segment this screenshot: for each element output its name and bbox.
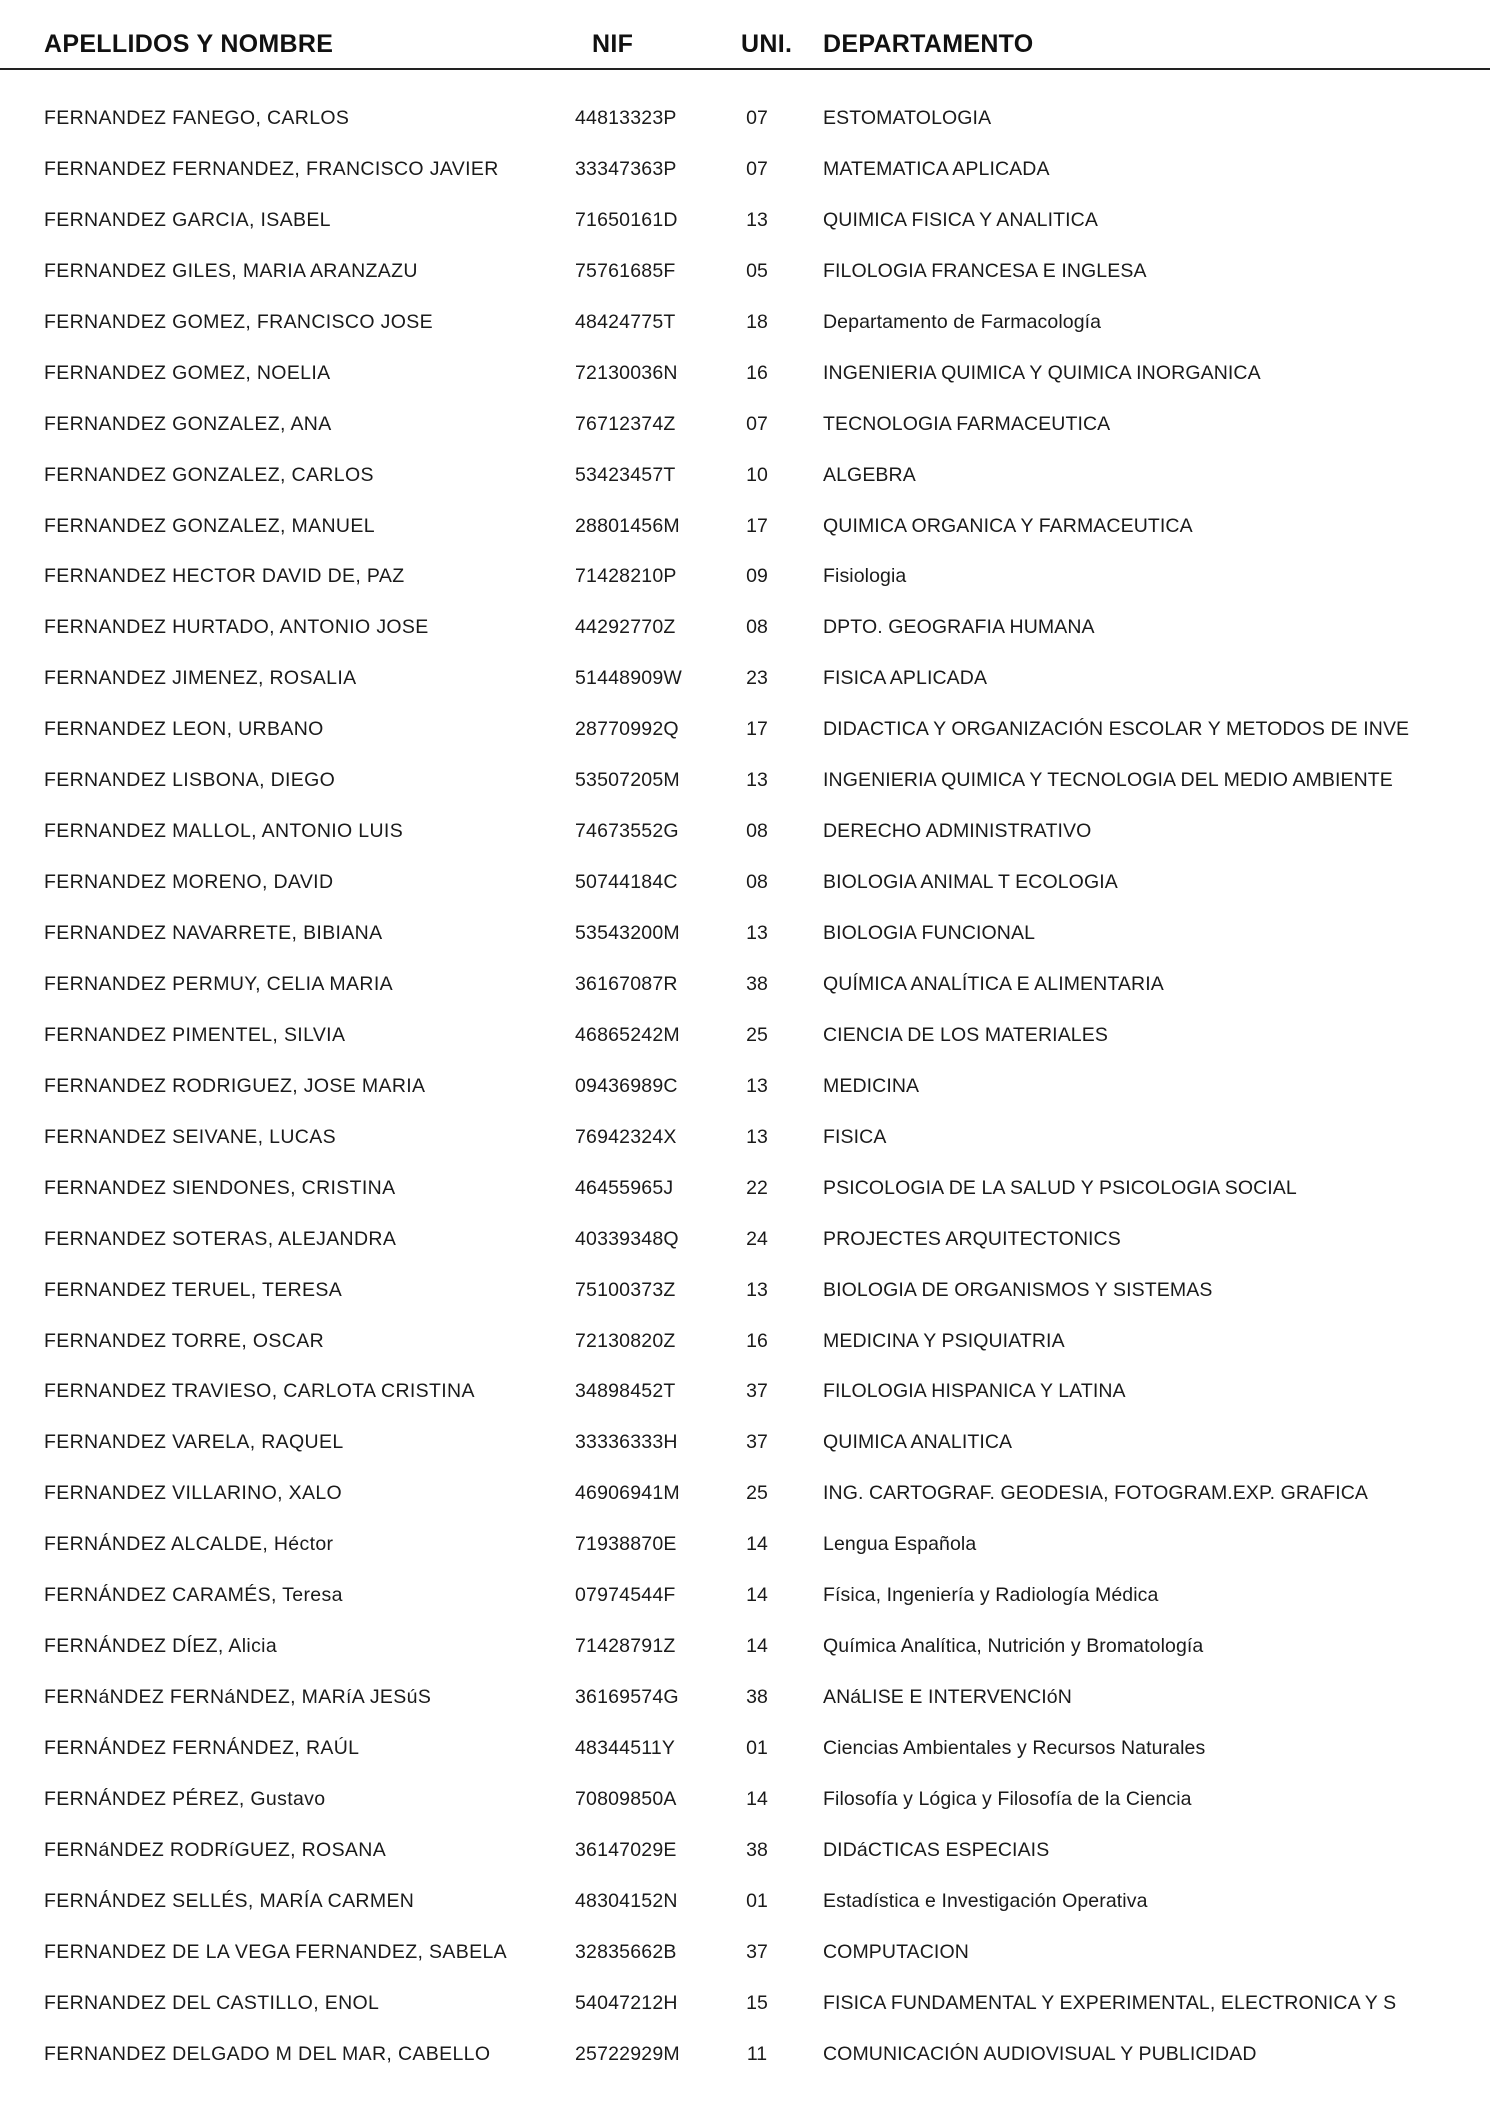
cell-nif: 53423457T [575,463,676,486]
table-row [0,1324,1500,1375]
cell-nif: 76712374Z [575,412,676,435]
table-row [0,1069,1500,1120]
cell-departamento: DIDACTICA Y ORGANIZACIÓN ESCOLAR Y METODOS DE INVE [823,718,1410,741]
table-row [0,305,1500,356]
cell-uni: 37 [746,1940,768,1963]
cell-apellidos-nombre: FERNÁNDEZ FERNÁNDEZ, RAÚL [44,1737,360,1759]
cell-departamento: BIOLOGIA DE ORGANISMOS Y SISTEMAS [823,1278,1213,1301]
cell-departamento: ALGEBRA [823,463,916,486]
cell-nif: 72130036N [575,361,678,384]
cell-uni: 05 [746,259,768,282]
header-uni: UNI. [741,30,793,58]
cell-nif: 34898452T [575,1380,676,1403]
cell-departamento: INGENIERIA QUIMICA Y QUIMICA INORGANICA [823,361,1261,384]
cell-apellidos-nombre: FERNANDEZ GONZALEZ, CARLOS [44,463,374,486]
cell-departamento: MEDICINA [823,1074,920,1097]
cell-apellidos-nombre: FERNANDEZ VARELA, RAQUEL [44,1431,344,1454]
table-row [0,1578,1500,1629]
cell-apellidos-nombre: FERNANDEZ DELGADO M DEL MAR, CABELLO [44,2042,491,2065]
table-row [0,1629,1500,1680]
cell-departamento: Química Analítica, Nutrición y Bromatología [823,1635,1204,1658]
cell-uni: 38 [746,1838,768,1861]
header-divider [0,68,1490,70]
cell-nif: 33347363P [575,157,677,180]
cell-departamento: DPTO. GEOGRAFIA HUMANA [823,616,1095,639]
cell-departamento: Filosofía y Lógica y Filosofía de la Ciencia [823,1787,1192,1810]
cell-nif: 53543200M [575,922,680,944]
cell-departamento: QUIMICA ORGANICA Y FARMACEUTICA [823,514,1193,537]
cell-nif: 46865242M [575,1023,680,1046]
cell-apellidos-nombre: FERNANDEZ JIMENEZ, ROSALIA [44,667,357,690]
cell-nif: 71428791Z [575,1635,676,1658]
cell-departamento: BIOLOGIA ANIMAL T ECOLOGIA [823,871,1118,894]
cell-nif: 74673552G [575,820,679,843]
cell-uni: 14 [746,1635,768,1658]
cell-apellidos-nombre: FERNANDEZ PERMUY, CELIA MARIA [44,972,393,995]
cell-nif: 28770992Q [575,718,679,741]
cell-apellidos-nombre: FERNANDEZ DE LA VEGA FERNANDEZ, SABELA [44,1940,507,1963]
cell-nif: 48344511Y [575,1737,676,1759]
cell-uni: 17 [746,514,768,537]
cell-uni: 23 [746,667,768,690]
table-row [0,1171,1500,1222]
cell-uni: 08 [746,616,768,639]
header-nif: NIF [592,30,634,58]
cell-uni: 08 [746,820,768,843]
cell-departamento: ANáLISE E INTERVENCIóN [823,1686,1072,1709]
cell-apellidos-nombre: FERNÁNDEZ PÉREZ, Gustavo [44,1787,326,1810]
table-row [0,763,1500,814]
cell-apellidos-nombre: FERNANDEZ TORRE, OSCAR [44,1329,325,1352]
cell-uni: 38 [746,1686,768,1709]
cell-apellidos-nombre: FERNANDEZ SIENDONES, CRISTINA [44,1176,396,1199]
table-row [0,865,1500,916]
cell-uni: 38 [746,972,768,995]
cell-nif: 76942324X [575,1125,677,1148]
cell-apellidos-nombre: FERNANDEZ GOMEZ, NOELIA [44,361,331,384]
cell-uni: 13 [746,1278,768,1301]
table-row [0,1222,1500,1273]
cell-uni: 25 [746,1023,768,1046]
cell-departamento: QUIMICA ANALITICA [823,1431,1013,1454]
table-row [0,2037,1500,2088]
table-row [0,814,1500,865]
cell-nif: 72130820Z [575,1329,676,1352]
cell-apellidos-nombre: FERNANDEZ LEON, URBANO [44,718,324,741]
cell-uni: 14 [746,1584,768,1607]
cell-nif: 50744184C [575,871,678,894]
table-row [0,1273,1500,1324]
table-row [0,1425,1500,1476]
cell-departamento: CIENCIA DE LOS MATERIALES [823,1023,1108,1046]
cell-uni: 37 [746,1431,768,1454]
cell-nif: 36169574G [575,1686,679,1709]
cell-apellidos-nombre: FERNÁNDEZ DÍEZ, Alicia [44,1635,278,1658]
cell-departamento: QUÍMICA ANALÍTICA E ALIMENTARIA [823,972,1164,995]
cell-uni: 14 [746,1787,768,1810]
cell-apellidos-nombre: FERNANDEZ MORENO, DAVID [44,871,334,894]
cell-uni: 14 [746,1533,768,1556]
cell-departamento: Ciencias Ambientales y Recursos Naturales [823,1737,1206,1759]
table-row [0,152,1500,203]
cell-apellidos-nombre: FERNÁNDEZ ALCALDE, Héctor [44,1533,334,1556]
cell-apellidos-nombre: FERNáNDEZ RODRíGUEZ, ROSANA [44,1838,387,1861]
cell-uni: 25 [746,1482,768,1505]
cell-uni: 13 [746,769,768,792]
cell-departamento: QUIMICA FISICA Y ANALITICA [823,208,1098,231]
cell-uni: 24 [746,1227,768,1250]
table-row [0,458,1500,509]
table-row [0,1374,1500,1425]
cell-nif: 71938870E [575,1533,677,1556]
cell-apellidos-nombre: FERNANDEZ SOTERAS, ALEJANDRA [44,1227,397,1250]
table-row [0,661,1500,712]
cell-apellidos-nombre: FERNANDEZ FANEGO, CARLOS [44,107,350,129]
cell-apellidos-nombre: FERNANDEZ GONZALEZ, MANUEL [44,514,375,537]
cell-uni: 13 [746,1125,768,1148]
cell-departamento: FISICA APLICADA [823,667,988,690]
cell-departamento: Lengua Española [823,1533,977,1556]
cell-apellidos-nombre: FERNÁNDEZ CARAMÉS, Teresa [44,1584,343,1607]
table-row [0,1731,1500,1782]
table-row [0,509,1500,560]
cell-uni: 16 [746,1329,768,1352]
cell-departamento: TECNOLOGIA FARMACEUTICA [823,412,1111,435]
cell-apellidos-nombre: FERNANDEZ RODRIGUEZ, JOSE MARIA [44,1074,426,1097]
table-row [0,203,1500,254]
header-apellidos-nombre: APELLIDOS Y NOMBRE [44,30,334,58]
cell-departamento: BIOLOGIA FUNCIONAL [823,922,1036,944]
table-row [0,1120,1500,1171]
cell-nif: 36147029E [575,1838,677,1861]
table-row [0,559,1500,610]
cell-departamento: MATEMATICA APLICADA [823,157,1050,180]
table-row [0,712,1500,763]
cell-departamento: ING. CARTOGRAF. GEODESIA, FOTOGRAM.EXP. GRAFICA [823,1482,1369,1505]
cell-uni: 22 [746,1176,768,1199]
table-row [0,254,1500,305]
cell-departamento: PROJECTES ARQUITECTONICS [823,1227,1121,1250]
cell-apellidos-nombre: FERNANDEZ GOMEZ, FRANCISCO JOSE [44,310,433,333]
cell-nif: 44813323P [575,107,677,129]
cell-nif: 70809850A [575,1787,677,1810]
header-departamento: DEPARTAMENTO [823,30,1034,58]
cell-uni: 08 [746,871,768,894]
cell-apellidos-nombre: FERNANDEZ GONZALEZ, ANA [44,412,332,435]
table-row [0,1833,1500,1884]
table-row [0,1884,1500,1935]
table-row [0,1476,1500,1527]
cell-nif: 48424775T [575,310,676,333]
cell-departamento: MEDICINA Y PSIQUIATRIA [823,1329,1065,1352]
cell-uni: 18 [746,310,768,333]
cell-apellidos-nombre: FERNANDEZ GILES, MARIA ARANZAZU [44,259,418,282]
cell-departamento: INGENIERIA QUIMICA Y TECNOLOGIA DEL MEDIO AMBIENTE [823,769,1393,792]
table-row [0,967,1500,1018]
cell-uni: 01 [746,1889,768,1912]
cell-apellidos-nombre: FERNáNDEZ FERNáNDEZ, MARíA JESúS [44,1686,432,1709]
cell-nif: 33336333H [575,1431,678,1454]
cell-departamento: FISICA FUNDAMENTAL Y EXPERIMENTAL, ELECTRONICA Y S [823,1991,1397,2014]
cell-apellidos-nombre: FERNANDEZ FERNANDEZ, FRANCISCO JAVIER [44,157,499,180]
cell-apellidos-nombre: FERNANDEZ GARCIA, ISABEL [44,208,331,231]
table-row [0,1986,1500,2037]
cell-nif: 44292770Z [575,616,676,639]
cell-departamento: DERECHO ADMINISTRATIVO [823,820,1092,843]
cell-apellidos-nombre: FERNANDEZ HECTOR DAVID DE, PAZ [44,565,405,588]
cell-departamento: Fisiologia [823,565,907,588]
table-row [0,916,1500,967]
cell-departamento: DIDáCTICAS ESPECIAIS [823,1838,1050,1861]
table-body [0,101,1500,2088]
cell-apellidos-nombre: FERNANDEZ HURTADO, ANTONIO JOSE [44,616,429,639]
cell-nif: 07974544F [575,1584,676,1607]
cell-apellidos-nombre: FERNANDEZ SEIVANE, LUCAS [44,1125,336,1148]
cell-apellidos-nombre: FERNANDEZ DEL CASTILLO, ENOL [44,1991,380,2014]
cell-uni: 13 [746,1074,768,1097]
cell-uni: 07 [746,412,768,435]
cell-uni: 09 [746,565,768,588]
cell-uni: 13 [746,922,768,944]
cell-nif: 46906941M [575,1482,680,1505]
cell-nif: 36167087R [575,972,678,995]
cell-departamento: COMPUTACION [823,1940,969,1963]
cell-nif: 75100373Z [575,1278,676,1301]
cell-nif: 53507205M [575,769,680,792]
table-header [0,30,1500,70]
cell-departamento: FILOLOGIA FRANCESA E INGLESA [823,259,1147,282]
cell-departamento: FISICA [823,1125,887,1148]
cell-nif: 32835662B [575,1940,677,1963]
cell-departamento: Departamento de Farmacología [823,310,1102,333]
table-row [0,1018,1500,1069]
cell-departamento: PSICOLOGIA DE LA SALUD Y PSICOLOGIA SOCIAL [823,1176,1297,1199]
cell-nif: 48304152N [575,1889,678,1912]
table-row [0,1782,1500,1833]
cell-uni: 07 [746,157,768,180]
cell-nif: 71428210P [575,565,677,588]
table-row [0,1935,1500,1986]
cell-departamento: FILOLOGIA HISPANICA Y LATINA [823,1380,1126,1403]
table-row [0,101,1500,152]
cell-uni: 10 [746,463,768,486]
table-row [0,407,1500,458]
table-row [0,356,1500,407]
cell-uni: 07 [746,107,768,129]
table-row [0,1680,1500,1731]
cell-nif: 09436989C [575,1074,678,1097]
cell-apellidos-nombre: FERNANDEZ PIMENTEL, SILVIA [44,1023,346,1046]
cell-apellidos-nombre: FERNANDEZ LISBONA, DIEGO [44,769,336,792]
table-row [0,610,1500,661]
cell-apellidos-nombre: FERNANDEZ TERUEL, TERESA [44,1278,343,1301]
cell-nif: 40339348Q [575,1227,679,1250]
cell-nif: 28801456M [575,514,680,537]
cell-uni: 16 [746,361,768,384]
cell-uni: 15 [746,1991,768,2014]
cell-apellidos-nombre: FERNANDEZ MALLOL, ANTONIO LUIS [44,820,404,843]
cell-nif: 54047212H [575,1991,678,2014]
cell-uni: 11 [746,2042,768,2065]
cell-uni: 13 [746,208,768,231]
cell-uni: 17 [746,718,768,741]
cell-apellidos-nombre: FERNANDEZ VILLARINO, XALO [44,1482,343,1505]
cell-apellidos-nombre: FERNANDEZ NAVARRETE, BIBIANA [44,922,383,944]
cell-apellidos-nombre: FERNÁNDEZ SELLÉS, MARÍA CARMEN [44,1889,415,1912]
cell-nif: 75761685F [575,259,676,282]
cell-departamento: COMUNICACIÓN AUDIOVISUAL Y PUBLICIDAD [823,2042,1257,2065]
cell-uni: 01 [746,1737,768,1759]
cell-departamento: Estadística e Investigación Operativa [823,1889,1148,1912]
cell-departamento: Física, Ingeniería y Radiología Médica [823,1584,1159,1607]
table-row [0,1527,1500,1578]
cell-nif: 51448909W [575,667,682,690]
cell-apellidos-nombre: FERNANDEZ TRAVIESO, CARLOTA CRISTINA [44,1380,475,1403]
cell-nif: 71650161D [575,208,678,231]
cell-nif: 25722929M [575,2042,680,2065]
cell-nif: 46455965J [575,1176,674,1199]
cell-uni: 37 [746,1380,768,1403]
cell-departamento: ESTOMATOLOGIA [823,107,992,129]
